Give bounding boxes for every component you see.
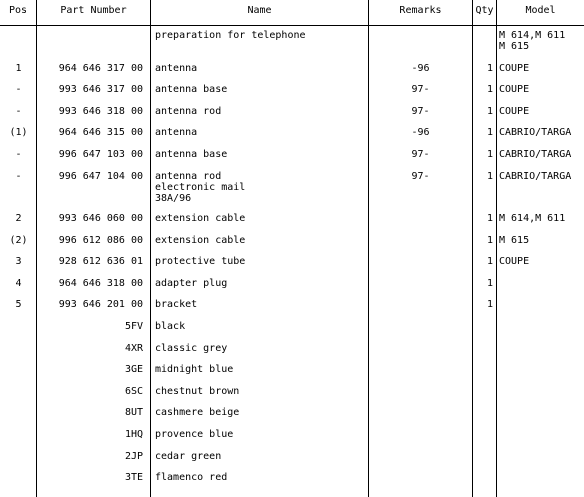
color-code: 6SC <box>124 386 143 397</box>
part-model: M 614,M 611 <box>499 213 566 224</box>
part-name: adapter plug <box>155 278 228 289</box>
color-code: 1HQ <box>124 429 143 440</box>
part-name: bracket <box>155 299 198 310</box>
column-divider <box>368 0 369 497</box>
part-qty: 1 <box>486 256 493 267</box>
part-qty: 1 <box>486 171 493 182</box>
column-divider <box>36 0 37 497</box>
part-pos: (1) <box>9 127 28 138</box>
part-pos: - <box>15 84 22 95</box>
part-pos: 4 <box>15 278 22 289</box>
part-model: COUPE <box>499 256 530 267</box>
color-code: 3TE <box>124 472 143 483</box>
part-model: COUPE <box>499 106 530 117</box>
header-qty: Qty <box>475 5 494 16</box>
part-number: 996 612 086 00 <box>58 235 143 246</box>
part-pos: (2) <box>9 235 28 246</box>
part-number: 993 646 318 00 <box>58 106 143 117</box>
part-name: extension cable <box>155 235 246 246</box>
color-name: black <box>155 321 186 332</box>
color-code: 5FV <box>124 321 143 332</box>
color-code: 4XR <box>124 343 143 354</box>
color-code: 2JP <box>124 451 143 462</box>
part-remarks: 97- <box>411 84 430 95</box>
part-name: antenna rod <box>155 106 222 117</box>
part-number: 993 646 060 00 <box>58 213 143 224</box>
header-name: Name <box>247 5 272 16</box>
part-model: COUPE <box>499 84 530 95</box>
part-qty: 1 <box>486 127 493 138</box>
part-remarks: 97- <box>411 106 430 117</box>
part-pos: - <box>15 106 22 117</box>
part-model: M 615 <box>499 235 530 246</box>
color-name: midnight blue <box>155 364 234 375</box>
part-number: 993 646 201 00 <box>58 299 143 310</box>
column-divider <box>472 0 473 497</box>
color-name: cedar green <box>155 451 222 462</box>
part-model-line2: M 615 <box>499 41 530 52</box>
color-name: provence blue <box>155 429 234 440</box>
header-remarks: Remarks <box>399 5 442 16</box>
header-pos: Pos <box>8 5 28 16</box>
part-model: COUPE <box>499 63 530 74</box>
part-number: 964 646 315 00 <box>58 127 143 138</box>
color-name: cashmere beige <box>155 407 240 418</box>
header-divider <box>0 25 584 26</box>
column-divider <box>150 0 151 497</box>
color-name: flamenco red <box>155 472 228 483</box>
part-model: CABRIO/TARGA <box>499 149 572 160</box>
part-name: extension cable <box>155 213 246 224</box>
part-name: antenna base <box>155 149 228 160</box>
part-qty: 1 <box>486 299 493 310</box>
part-name-note: electronic mail <box>155 182 246 193</box>
part-number: 996 647 103 00 <box>58 149 143 160</box>
part-name: antenna base <box>155 84 228 95</box>
part-qty: 1 <box>486 278 493 289</box>
part-qty: 1 <box>486 84 493 95</box>
part-pos: 2 <box>15 213 22 224</box>
part-remarks: -96 <box>411 127 430 138</box>
part-qty: 1 <box>486 63 493 74</box>
header-model: Model <box>525 5 556 16</box>
part-model: M 614,M 611 <box>499 30 566 41</box>
part-pos: - <box>15 149 22 160</box>
part-model: CABRIO/TARGA <box>499 127 572 138</box>
header-part-number: Part Number <box>60 5 127 16</box>
part-number: 964 646 317 00 <box>58 63 143 74</box>
part-qty: 1 <box>486 235 493 246</box>
part-name-note: 38A/96 <box>155 193 192 204</box>
part-pos: 3 <box>15 256 22 267</box>
part-name: preparation for telephone <box>155 30 306 41</box>
part-pos: 1 <box>15 63 22 74</box>
part-pos: 5 <box>15 299 22 310</box>
part-remarks: -96 <box>411 63 430 74</box>
part-number: 928 612 636 01 <box>58 256 143 267</box>
color-name: chestnut brown <box>155 386 240 397</box>
color-code: 8UT <box>124 407 143 418</box>
part-number: 993 646 317 00 <box>58 84 143 95</box>
part-remarks: 97- <box>411 171 430 182</box>
part-name: antenna <box>155 127 198 138</box>
color-code: 3GE <box>124 364 143 375</box>
color-name: classic grey <box>155 343 228 354</box>
part-model: CABRIO/TARGA <box>499 171 572 182</box>
part-name: antenna rod <box>155 171 222 182</box>
part-qty: 1 <box>486 213 493 224</box>
part-name: protective tube <box>155 256 246 267</box>
column-divider <box>496 0 497 497</box>
part-number: 964 646 318 00 <box>58 278 143 289</box>
part-number: 996 647 104 00 <box>58 171 143 182</box>
part-remarks: 97- <box>411 149 430 160</box>
part-qty: 1 <box>486 106 493 117</box>
part-name: antenna <box>155 63 198 74</box>
part-pos: - <box>15 171 22 182</box>
part-qty: 1 <box>486 149 493 160</box>
